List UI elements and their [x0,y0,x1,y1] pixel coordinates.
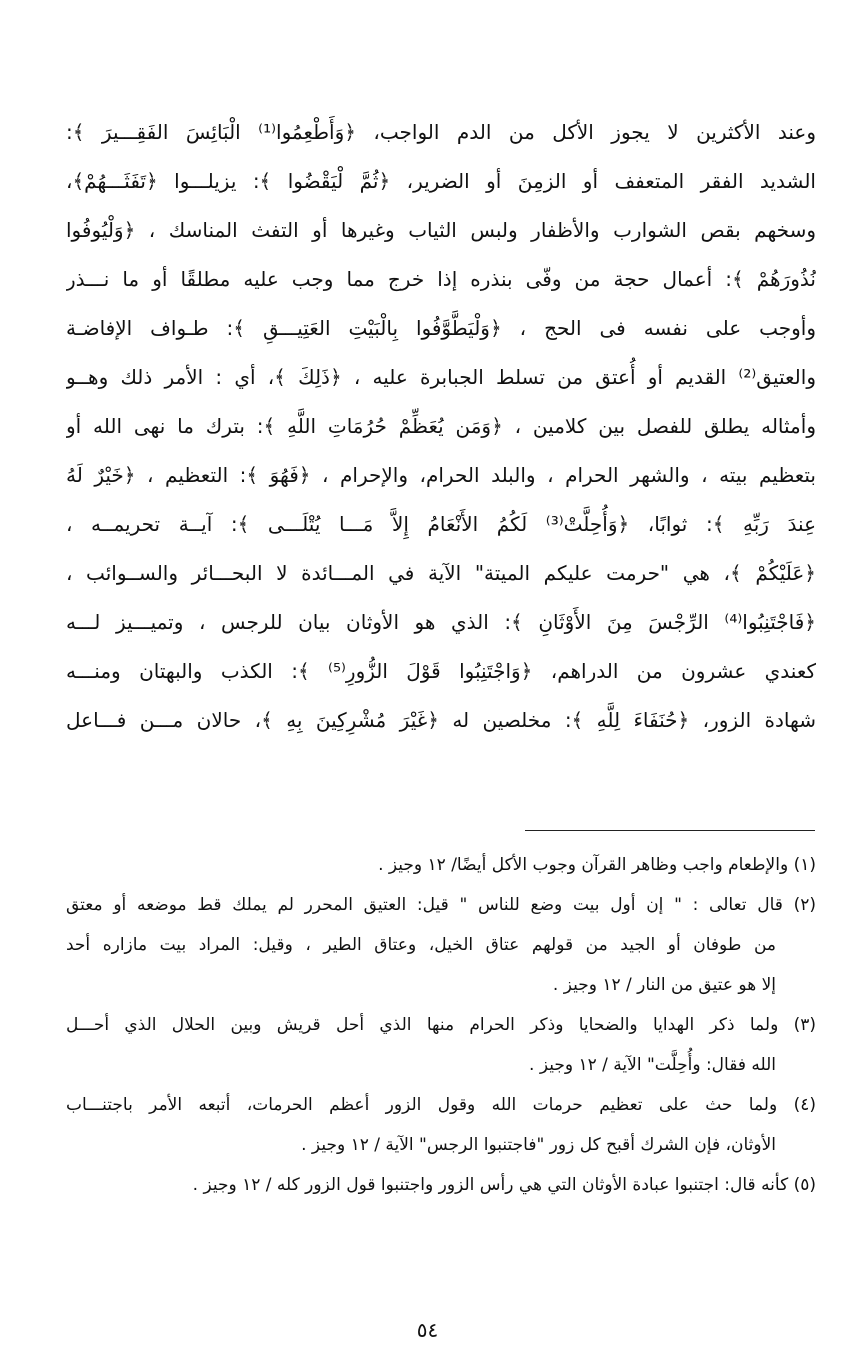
text-line: نُذُورَهُمْ ﴾: أعمال حجة من وفّى بنذره إذا خرج مما وجب عليه مطلقًا أو ما نـــذر [66,267,816,291]
text-line: عِندَ رَبِّهِ ﴾: ثوابًا، ﴿وَأُحِلَّتْ⁽³⁾ لَكُمُ الأَنْعَامُ إِلاَّ مَـــا يُتْلَـــى ﴾: آيــة تحريمــه ، [66,512,816,536]
footnote-5: (٥) كأنه قال: اجتنبوا عبادة الأوثان التي هي رأس الزور واجتنبوا قول الزور كله / ١٢ وجيز . [192,1175,816,1195]
text-line: بتعظيم بيته ، والشهر الحرام ، والبلد الحرام، والإحرام ، ﴿فَهُوَ ﴾: التعظيم ، ﴿خَيْرٌ لَهُ [66,463,816,487]
text-line: وعند الأكثرين لا يجوز الأكل من الدم الواجب، ﴿وَأَطْعِمُوا⁽¹⁾ الْبَائِسَ الفَقِـــيرَ ﴾: [66,120,816,144]
text-line: وأوجب على نفسه فى الحج ، ﴿وَلْيَطَّوَّفُوا بِالْبَيْتِ العَتِيـــقِ ﴾: طـواف الإفاضـة [66,316,816,340]
footnotes [66,845,816,1205]
page-number: ٥٤ [416,1318,439,1342]
footnote-divider [525,830,815,831]
footnote-3: (٣) ولما ذكر الهدايا والضحايا وذكر الحرام منها الذي أحل قريش وبين الحلال الذي أحـــل [66,1015,816,1035]
text-line: ﴿عَلَيْكُمْ ﴾، هي "حرمت عليكم الميتة" الآية في المـــائدة لا البحـــائر والســوائب ، [66,561,816,585]
footnote-2-continuation: من طوفان أو الجيد من قولهم عتاق الخيل، وعتاق الطير ، وقيل: المراد بيت مازاره أحد [66,935,776,955]
text-line: ﴿فَاجْتَنِبُوا⁽⁴⁾ الرِّجْسَ مِنَ الأَوْثَانِ ﴾: الذي هو الأوثان بيان للرجس ، وتميـــيز لـــه [66,610,816,634]
footnote-2-continuation: إلا هو عتيق من النار / ١٢ وجيز . [552,975,776,995]
footnote-3-continuation: الله فقال: وأُحِلَّت" الآية / ١٢ وجيز . [529,1055,776,1075]
text-line: والعتيق⁽²⁾ القديم أو أُعتق من تسلط الجبابرة عليه ، ﴿ذَلِكَ ﴾، أي : الأمر ذلك وهــو [66,365,816,389]
main-text [66,108,816,745]
footnote-4-continuation: الأوثان، فإن الشرك أقبح كل زور "فاجتنبوا الرجس" الآية / ١٢ وجيز . [301,1135,776,1155]
footnote-1: (١) والإطعام واجب وظاهر القرآن وجوب الأكل أيضًا/ ١٢ وجيز . [378,855,816,875]
text-line: وأمثاله يطلق للفصل بين كلامين ، ﴿وَمَن يُعَظِّمْ حُرُمَاتِ اللَّهِ ﴾: بترك ما نهى الله أو [66,414,816,438]
text-line: الشديد الفقر المتعفف أو الزمِنَ أو الضرير، ﴿ثُمَّ لْيَقْضُوا ﴾: يزيلـــوا ﴿تَفَثَـــهُمْ﴾، [66,169,816,193]
text-line: شهادة الزور، ﴿حُنَفَاءَ لِلَّهِ ﴾: مخلصين له ﴿غَيْرَ مُشْرِكِينَ بِهِ ﴾، حالان مـــن فـــاعل [66,708,816,732]
text-line: وسخهم بقص الشوارب والأظفار ولبس الثياب وغيرها أو التفث المناسك ، ﴿وَلْيُوفُوا [66,218,816,242]
text-line: كعندي عشرون من الدراهم، ﴿وَاجْتَنِبُوا قَوْلَ الزُّورِ⁽⁵⁾ ﴾: الكذب والبهتان ومنـــه [66,659,816,683]
footnote-2: (٢) قال تعالى : " إن أول بيت وضع للناس " قيل: العتيق المحرر لم يملك قط موضعه أو معتق [66,895,816,915]
footnote-4: (٤) ولما حث على تعظيم حرمات الله وقول الزور أعظم الحرمات، أتبعه الأمر باجتنـــاب [66,1095,816,1115]
